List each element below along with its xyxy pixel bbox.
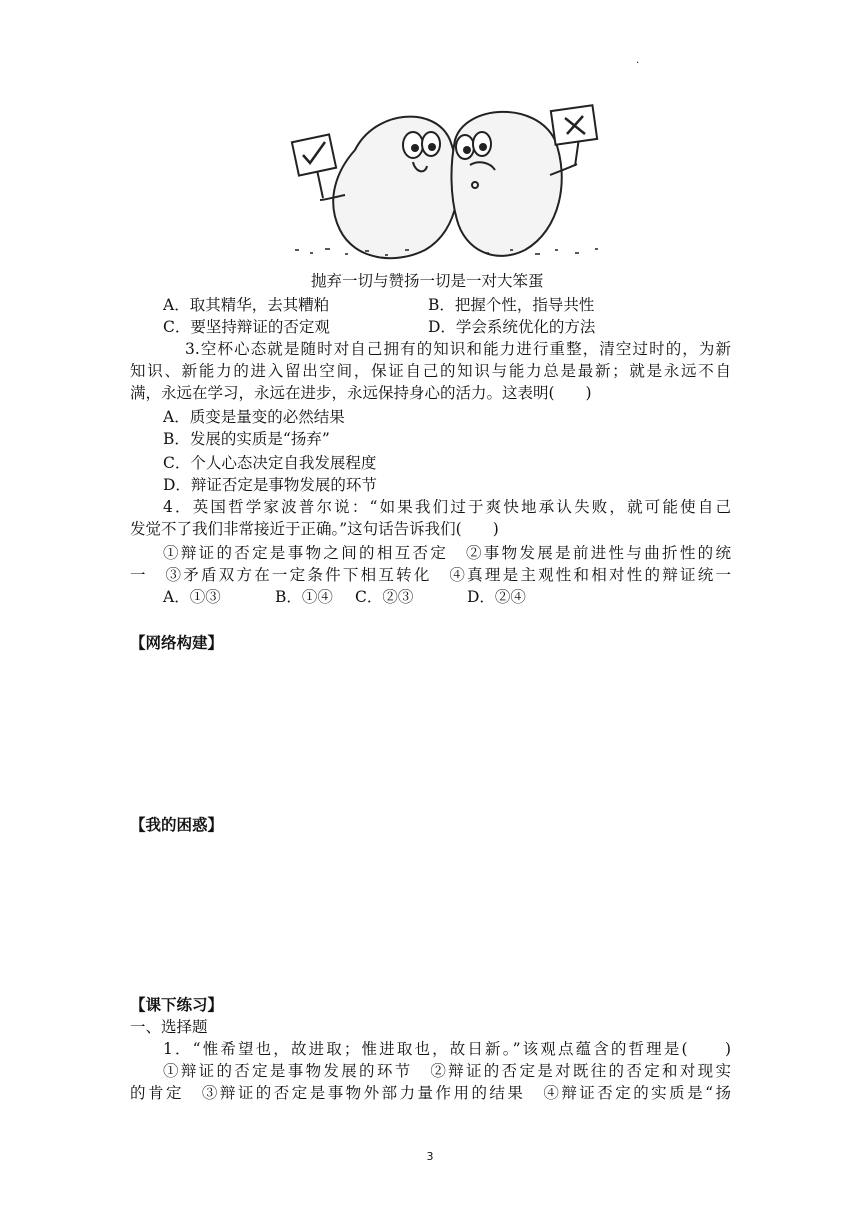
q3-option-c: C．个人心态决定自我发展程度 <box>163 454 377 472</box>
section-network-heading: 【网络构建】 <box>130 634 224 652</box>
q4-option-a: A．①③ <box>163 588 221 606</box>
section-choice-heading: 一、选择题 <box>130 1018 208 1036</box>
section-confusion-heading: 【我的困惑】 <box>130 816 224 834</box>
section-practice-heading: 【课下练习】 <box>130 996 224 1014</box>
q3-stem-line1: 3.空杯心态就是随时对自己拥有的知识和能力进行重整，清空过时的，为新 <box>185 340 731 358</box>
q2-option-b: B．把握个性，指导共性 <box>428 296 595 314</box>
q4-items-line2: 一 ③矛盾双方在一定条件下相互转化 ④真理是主观性和相对性的辩证统一 <box>130 566 731 584</box>
egg-cartoon-illustration <box>285 100 615 265</box>
q3-stem-line3: 满，永远在学习，永远在进步，永远保持身心的活力。这表明( ) <box>130 384 592 402</box>
q4-stem-line2: 发觉不了我们非常接近于正确。”这句话告诉我们( ) <box>130 520 499 538</box>
q3-stem-line2: 知识、新能力的进入留出空间，保证自己的知识与能力总是最新；就是永远不自 <box>130 362 731 380</box>
q4-option-d: D．②④ <box>467 588 526 606</box>
q3-option-a: A．质变是量变的必然结果 <box>163 408 345 426</box>
q2-option-d: D．学会系统优化的方法 <box>428 318 596 336</box>
q4-stem-line1: 4．英国哲学家波普尔说：“如果我们过于爽快地承认失败，就可能使自己 <box>163 498 731 516</box>
q4-option-b: B．①④ <box>275 588 333 606</box>
q2-option-c: C．要坚持辩证的否定观 <box>163 318 330 336</box>
q4-items-line1: ①辩证的否定是事物之间的相互否定 ②事物发展是前进性与曲折性的统 <box>163 544 731 562</box>
page-number: 3 <box>426 1150 434 1163</box>
p1-items-line1: ①辩证的否定是事物发展的环节 ②辩证的否定是对既往的否定和对现实 <box>163 1062 731 1080</box>
q4-option-c: C．②③ <box>355 588 414 606</box>
p1-items-line2: 的肯定 ③辩证的否定是事物外部力量作用的结果 ④辩证否定的实质是“扬 <box>130 1084 731 1102</box>
decorative-dot: · <box>636 58 640 69</box>
q2-option-a: A．取其精华，去其糟粕 <box>163 296 330 314</box>
cartoon-caption: 抛弃一切与赞扬一切是一对大笨蛋 <box>311 272 544 290</box>
q3-option-d: D．辩证否定是事物发展的环节 <box>163 476 377 494</box>
p1-stem: 1．“惟希望也，故进取；惟进取也，故日新。”该观点蕴含的哲理是( ) <box>163 1040 731 1058</box>
q3-option-b: B．发展的实质是“扬弃” <box>163 430 330 448</box>
